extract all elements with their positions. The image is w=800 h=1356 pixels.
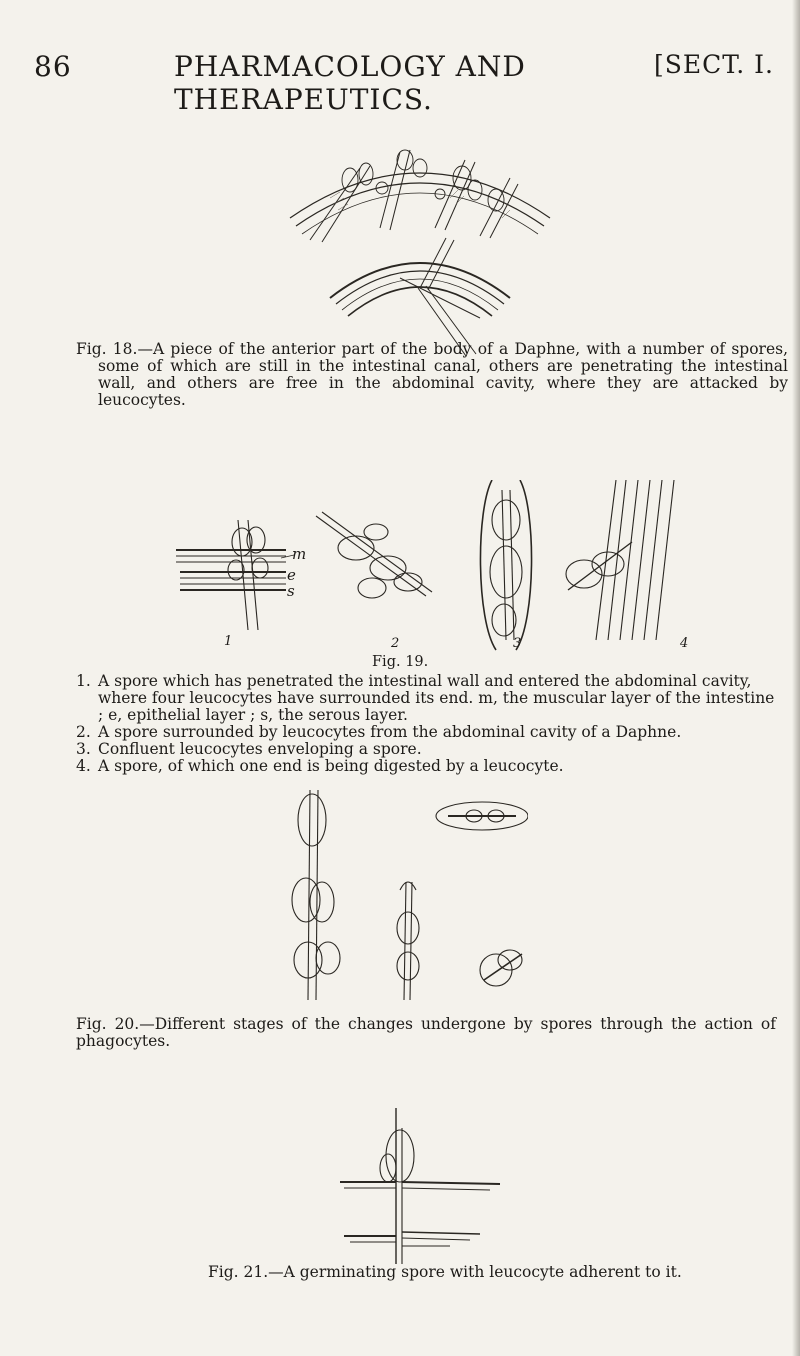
figure-19-illustration — [176, 480, 716, 660]
figure-20-spore-b — [397, 882, 419, 1000]
label-s: s — [287, 582, 295, 600]
panel-number-4: 4 — [680, 636, 689, 651]
label-m: m — [292, 545, 307, 563]
figure-20-caption: Fig. 20.—Different stages of the changes undergone by spores through the action of phagocytes. — [76, 1015, 776, 1050]
figure-19-panel-4 — [566, 480, 674, 640]
legend-text: A spore surrounded by leucocytes from the abdominal cavity of a Daphne. — [98, 723, 682, 741]
figure-19-panel-3 — [480, 480, 531, 650]
page-edge-shadow — [792, 0, 800, 1356]
figure-20-illustration — [288, 790, 528, 1010]
legend-item — [76, 724, 776, 741]
running-title: PHARMACOLOGY AND THERAPEUTICS. — [174, 50, 526, 116]
figure-19-title: Fig. 19. — [372, 654, 429, 670]
figure-20-spore-a — [292, 790, 340, 1000]
figure-21-caption: Fig. 21.—A germinating spore with leucocyte adherent to it. — [208, 1263, 682, 1281]
legend-number: 1. — [76, 672, 91, 690]
figure-19-panel-1 — [176, 520, 294, 630]
legend-item — [76, 741, 776, 758]
legend-text: A spore which has penetrated the intestinal wall and entered the abdominal cavity, where four leucocytes have surrounded its end. m, the muscular layer of the intestine ; e, epithelial layer ; s, the serous layer. — [98, 672, 775, 724]
legend-number: 3. — [76, 740, 91, 758]
figure-19-legend — [76, 673, 776, 775]
legend-text: A spore, of which one end is being digested by a leucocyte. — [98, 757, 564, 775]
running-header — [34, 50, 774, 116]
legend-item — [76, 673, 776, 724]
label-e: e — [287, 566, 296, 584]
figure-20-spore-c — [436, 802, 528, 830]
panel-number-1: 1 — [224, 634, 233, 649]
legend-item — [76, 758, 776, 775]
legend-number: 4. — [76, 757, 91, 775]
figure-20-spore-d — [480, 950, 522, 986]
legend-number: 2. — [76, 723, 91, 741]
panel-number-3: 3 — [513, 636, 522, 651]
figure-18-illustration — [270, 138, 570, 356]
page-number: 86 — [34, 50, 72, 83]
legend-text: Confluent leucocytes enveloping a spore. — [98, 740, 422, 758]
figure-18-caption: Fig. 18.—A piece of the anterior part of the body of a Daphne, with a number of spores, some of which are still in the intestinal canal, others are penetrating the intestinal wall, and others are free in the abdominal cavity, where they are attacked by leucocytes. — [76, 340, 788, 409]
section-marker: [SECT. I. — [654, 50, 774, 79]
panel-number-2: 2 — [391, 636, 400, 651]
figure-21-illustration — [340, 1108, 520, 1264]
figure-19-panel-2 — [316, 512, 432, 598]
